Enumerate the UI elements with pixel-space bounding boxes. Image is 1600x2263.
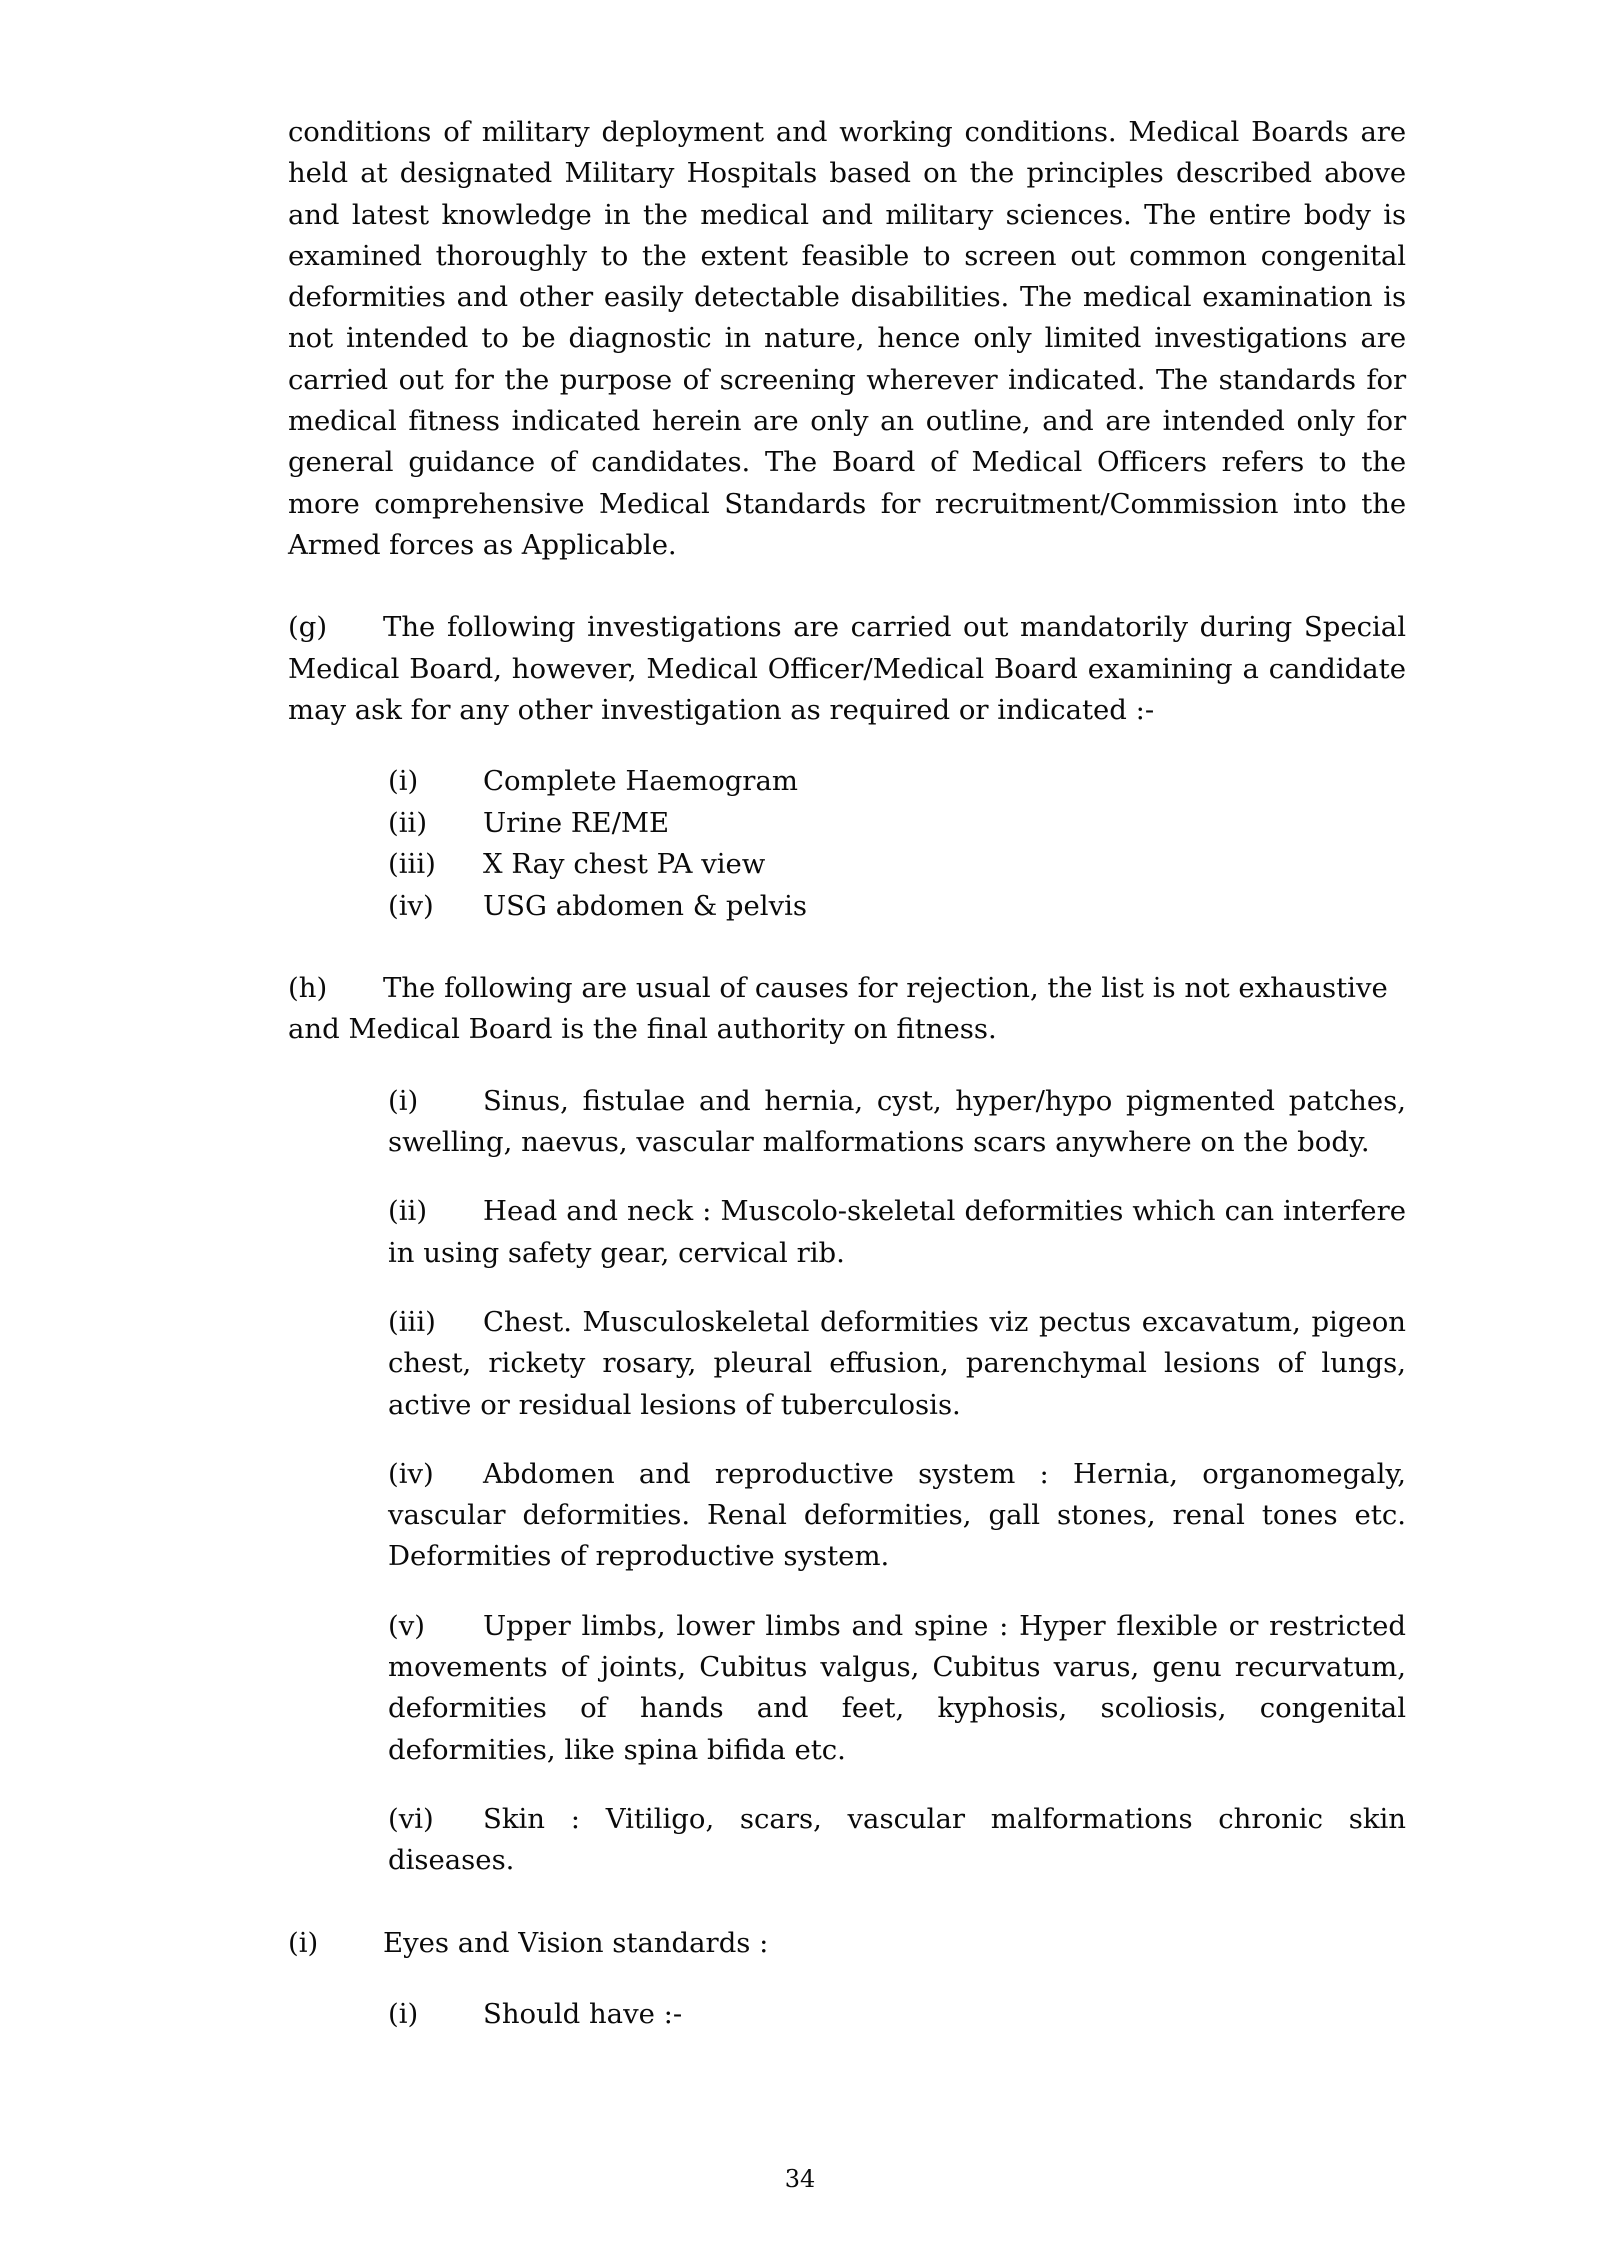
section-g [288,607,1406,731]
list-item-marker: (iv) [388,889,434,922]
section-i [288,1923,1406,1964]
spacer [288,566,1406,607]
list-item-label: USG abdomen & pelvis [483,889,808,922]
rejection-item [388,1191,1406,1274]
list-item [388,886,1406,928]
rejection-item-marker: (v) [388,1609,425,1642]
rejection-item-marker: (vi) [388,1802,434,1835]
spacer [288,731,1406,761]
list-item-label: Complete Haemogram [483,765,798,798]
rejection-item [388,1454,1406,1578]
section-h [288,968,1406,1051]
section-i-marker: (i) [288,1926,319,1959]
section-g-marker: (g) [288,611,328,644]
list-item [388,803,1406,845]
rejection-item [388,1302,1406,1426]
section-g-text: The following investigations are carried out mandatorily during Special Medical Board, however, Medical Officer/Medical Board examining a candidate may ask for any other investigation as required or indicated :- [288,611,1406,726]
list-item [388,844,1406,886]
spacer [288,1882,1406,1923]
list-item-marker: (i) [388,765,419,798]
rejection-item-text: Sinus, fistulae and hernia, cyst, hyper/hypo pigmented patches, swelling, naevus, vascular malformations scars anywhere on the body. [388,1084,1406,1159]
rejection-item-text: Skin : Vitiligo, scars, vascular malformations chronic skin diseases. [388,1802,1406,1877]
list-item-marker: (ii) [388,806,428,839]
eyes-vision-item [388,1994,1406,2035]
list-item-label: Urine RE/ME [483,806,670,839]
section-h-text: The following are usual of causes for rejection, the list is not exhaustive and Medical Board is the final authority on fitness. [288,972,1388,1046]
list-item-marker: (iii) [388,848,436,881]
eyes-vision-item-marker: (i) [388,1997,419,2030]
investigations-list [288,761,1406,927]
rejection-item [388,1081,1406,1164]
spacer [288,1771,1406,1799]
rejection-item [388,1799,1406,1882]
page-number: 34 [784,2165,816,2193]
rejection-item-marker: (iv) [388,1457,434,1490]
rejection-item-marker: (ii) [388,1195,428,1228]
rejection-item-text: Chest. Musculoskeletal deformities viz pectus excavatum, pigeon chest, rickety rosary, pleural effusion, parenchymal lesions of lungs, active or residual lesions of tuberculosis. [388,1305,1406,1421]
rejection-item [388,1606,1406,1771]
rejection-item-text: Upper limbs, lower limbs and spine : Hyper flexible or restricted movements of joints, Cubitus valgus, Cubitus varus, genu recurvatum, deformities of hands and feet, kyphosis, scoliosis, congenital deformities, like spina bifida etc. [388,1609,1406,1766]
spacer [288,927,1406,968]
section-h-marker: (h) [288,972,328,1005]
list-item [388,761,1406,803]
list-item-label: X Ray chest PA view [483,848,766,881]
rejection-item-text: Abdomen and reproductive system : Hernia, organomegaly, vascular deformities. Renal deformities, gall stones, renal tones etc. Deformities of reproductive system. [388,1457,1406,1573]
spacer [288,1426,1406,1454]
section-i-text: Eyes and Vision standards : [383,1926,769,1959]
spacer [288,1051,1406,1081]
rejection-item-marker: (i) [388,1084,419,1117]
spacer [288,1163,1406,1191]
spacer [288,1964,1406,1994]
rejection-item-text: Head and neck : Muscolo-skeletal deformities which can interfere in using safety gear, cervical rib. [388,1195,1406,1269]
page-content [288,112,1406,2035]
spacer [288,1578,1406,1606]
rejection-item-marker: (iii) [388,1305,436,1338]
spacer [288,1274,1406,1302]
intro-paragraph: conditions of military deployment and working conditions. Medical Boards are held at designated Military Hospitals based on the principles described above and latest knowledge in the medical and military sciences. The entire body is examined thoroughly to the extent feasible to screen out common congenital deformities and other easily detectable disabilities. The medical examination is not intended to be diagnostic in nature, hence only limited investigations are carried out for the purpose of screening wherever indicated. The standards for medical fitness indicated herein are only an outline, and are intended only for general guidance of candidates. The Board of Medical Officers refers to the more comprehensive Medical Standards for recruitment/Commission into the Armed forces as Applicable. [288,116,1406,561]
eyes-vision-item-text: Should have :- [483,1997,683,2030]
